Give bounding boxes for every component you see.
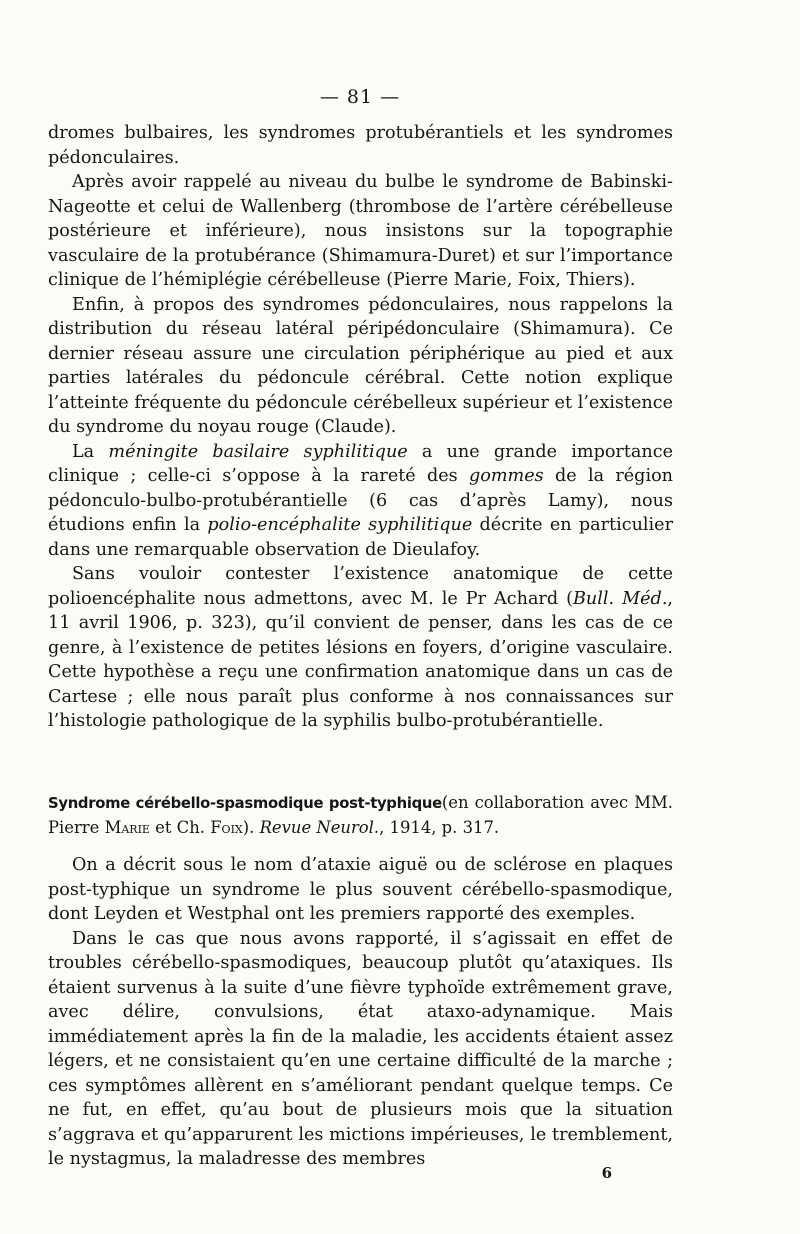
heading-author-foix: Foix [210,818,243,837]
paragraph-ataxie: On a décrit sous le nom d’ataxie aiguë ou de sclérose en plaques post-typhique un syndrome le plus souvent cérébello-spasmodique, dont Leyden et Westphal ont les premiers rapporté des exemples. [48,855,673,924]
paragraph-pedonculaires: Enfin, à propos des syndromes pédonculaires, nous rappelons la distribution du réseau latéral péripédonculaire (Shimamura). Ce dernier réseau assure une circulation périphérique au pied et aux parties latérales du pédoncule cérébral. Cette notion explique l’atteinte fréquente du pédoncule cérébelleux supérieur et l’existence du syndrome du noyau rouge (Claude). [48,294,673,437]
italic-citation: Bull. Méd. [573,588,668,609]
heading-collab: (en collaboration avec MM. Pierre [48,793,673,837]
italic-term: gommes [469,466,544,486]
section-heading [48,791,673,840]
section-1-body [48,121,673,734]
paragraph-polioencephalite [48,562,673,734]
heading-ref: , 1914, p. 317. [379,818,500,837]
section-2-body [48,853,673,1172]
heading-middle: et Ch. [149,818,211,837]
text-run: de la région pédonculo-bulbo-protubérantielle (6 cas d’après Lamy), nous étudions enfin la [48,466,673,535]
paragraph-cas-rapporte: Dans le cas que nous avons rapporté, il s’agissait en effet de troubles cérébello-spasmodiques, beaucoup plutôt qu’ataxiques. Ils étaient survenus à la suite d’une fièvre typhoïde extrêmement grave, avec délire, convulsions, état ataxo-adynamique. Mais immédiatement après la fin de la maladie, les accidents étaient assez légers, et ne consistaient qu’en une certaine difficulté de la marche ; ces symptômes allèrent en s’améliorant pendant quelque temps. Ce ne fut, en effet, qu’au bout de plusieurs mois que la situation s’aggrava et qu’apparurent les mictions impérieuses, le tremblement, le nystagmus, la maladresse des membres [48,928,673,1169]
italic-term: polio-encéphalite syphilitique [207,515,473,535]
paragraph-babinski: Après avoir rappelé au niveau du bulbe le syndrome de Babinski-Nageotte et celui de Wallenberg (thrombose de l’artère cérébelleuse postérieure et inférieure), nous insistons sur la topographie vasculaire de la protubérance (Shimamura-Duret) et sur l’importance clinique de l’hémiplégie cérébelleuse (Pierre Marie, Foix, Thiers). [48,172,673,290]
heading-closing: ). [242,818,260,837]
paragraph-continuation: dromes bulbaires, les syndromes protubérantiels et les syndromes pédonculaires. [48,123,673,168]
page-number: — 81 — [319,86,401,108]
signature-mark: 6 [601,1164,612,1182]
heading-journal: Revue Neurol. [259,818,380,837]
text-run: La [72,441,109,462]
italic-term: méningite basilaire syphilitique [108,441,408,462]
text-run: , 11 avril 1906, p. 323), qu’il convient de penser, dans les cas de ce genre, à l’existence de petites lésions en foyers, d’origine vasculaire. Cette hypothèse a reçu une confirmation anatomique dans un cas de Cartese ; elle nous paraît plus conforme à nos connaissances sur l’histologie pathologique de la syphilis bulbo-protubérantielle. [48,588,673,731]
heading-author-marie: Marie [104,818,150,837]
heading-title: Syndrome cérébello-spasmodique post-typhique [48,795,442,812]
text-run: Sans vouloir contester l’existence anatomique de cette polioencéphalite nous admettons, avec M. le Pr Achard ( [48,564,673,609]
text-run: a une grande importance clinique ; celle-ci s’oppose à la rareté des [48,441,673,486]
text-run: décrite en particulier dans une remarquable observation de Dieulafoy. [48,515,673,560]
paragraph-meningite [48,440,673,563]
